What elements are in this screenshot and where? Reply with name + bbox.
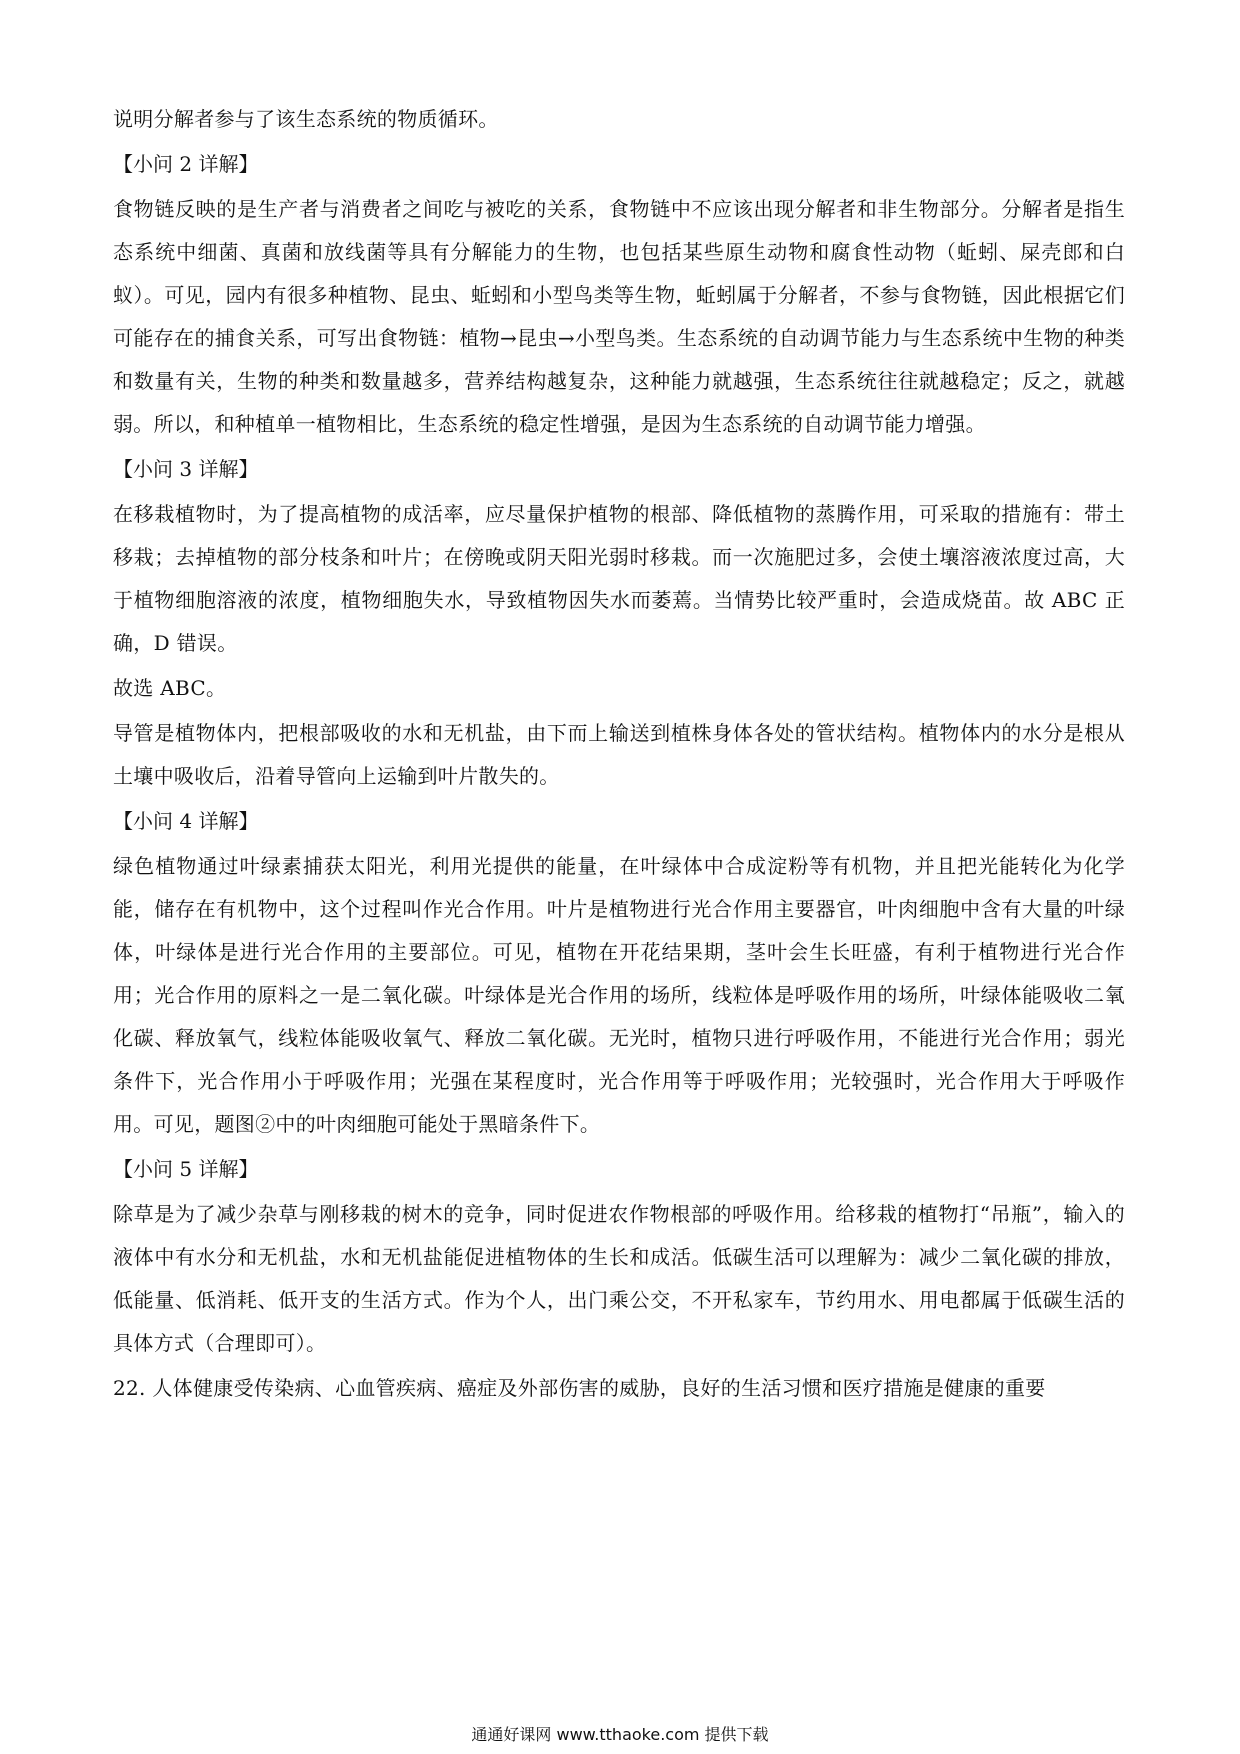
heading-question-2: 【小问 2 详解】 xyxy=(113,152,259,176)
paragraph-answer-abc: 故选 ABC。 xyxy=(113,676,227,700)
page-footer: 通通好课网 www.tthaoke.com 提供下载 xyxy=(471,1725,769,1744)
paragraph-vessel: 导管是植物体内，把根部吸收的水和无机盐，由下而上输送到植株身体各处的管状结构。植物体内的水分是根从土壤中吸收后，沿着导管向上运输到叶片散失的。 xyxy=(113,721,1125,788)
paragraph-question-5: 除草是为了减少杂草与刚移栽的树木的竞争，同时促进农作物根部的呼吸作用。给移栽的植物打“吊瓶”，输入的液体中有水分和无机盐，水和无机盐能促进植物体的生长和成活。低碳生活可以理解为：减少二氧化碳的排放，低能量、低消耗、低开支的生活方式。作为个人，出门乘公交，不开私家车，节约用水、用电都属于低碳生活的具体方式（合理即可）。 xyxy=(113,1202,1125,1355)
paragraph-question-4: 绿色植物通过叶绿素捕获太阳光，利用光提供的能量，在叶绿体中合成淀粉等有机物，并且把光能转化为化学能，储存在有机物中，这个过程叫作光合作用。叶片是植物进行光合作用主要器官，叶肉细胞中含有大量的叶绿体，叶绿体是进行光合作用的主要部位。可见，植物在开花结果期，茎叶会生长旺盛，有利于植物进行光合作用；光合作用的原料之一是二氧化碳。叶绿体是光合作用的场所，线粒体是呼吸作用的场所，叶绿体能吸收二氧化碳、释放氧气，线粒体能吸收氧气、释放二氧化碳。无光时，植物只进行呼吸作用，不能进行光合作用；弱光条件下，光合作用小于呼吸作用；光强在某程度时，光合作用等于呼吸作用；光较强时，光合作用大于呼吸作用。可见，题图②中的叶肉细胞可能处于黑暗条件下。 xyxy=(113,854,1125,1136)
paragraph-question-22: 22. 人体健康受传染病、心血管疾病、癌症及外部伤害的威胁，良好的生活习惯和医疗措施是健康的重要 xyxy=(113,1376,1046,1400)
paragraph-question-3: 在移栽植物时，为了提高植物的成活率，应尽量保护植物的根部、降低植物的蒸腾作用，可采取的措施有：带土移栽；去掉植物的部分枝条和叶片；在傍晚或阴天阳光弱时移栽。而一次施肥过多，会使土壤溶液浓度过高，大于植物细胞溶液的浓度，植物细胞失水，导致植物因失水而萎蔫。当情势比较严重时，会造成烧苗。故 ABC 正确，D 错误。 xyxy=(113,502,1125,655)
paragraph-intro: 说明分解者参与了该生态系统的物质循环。 xyxy=(113,107,499,131)
heading-question-3: 【小问 3 详解】 xyxy=(113,457,259,481)
heading-question-5: 【小问 5 详解】 xyxy=(113,1157,259,1181)
document-body xyxy=(113,98,1125,1412)
paragraph-question-2: 食物链反映的是生产者与消费者之间吃与被吃的关系，食物链中不应该出现分解者和非生物部分。分解者是指生态系统中细菌、真菌和放线菌等具有分解能力的生物，也包括某些原生动物和腐食性动物（蚯蚓、屎壳郎和白蚁）。可见，园内有很多种植物、昆虫、蚯蚓和小型鸟类等生物，蚯蚓属于分解者，不参与食物链，因此根据它们可能存在的捕食关系，可写出食物链：植物→昆虫→小型鸟类。生态系统的自动调节能力与生态系统中生物的种类和数量有关，生物的种类和数量越多，营养结构越复杂，这种能力就越强，生态系统往往就越稳定；反之，就越弱。所以，和种植单一植物相比，生态系统的稳定性增强，是因为生态系统的自动调节能力增强。 xyxy=(113,197,1125,436)
heading-question-4: 【小问 4 详解】 xyxy=(113,809,259,833)
